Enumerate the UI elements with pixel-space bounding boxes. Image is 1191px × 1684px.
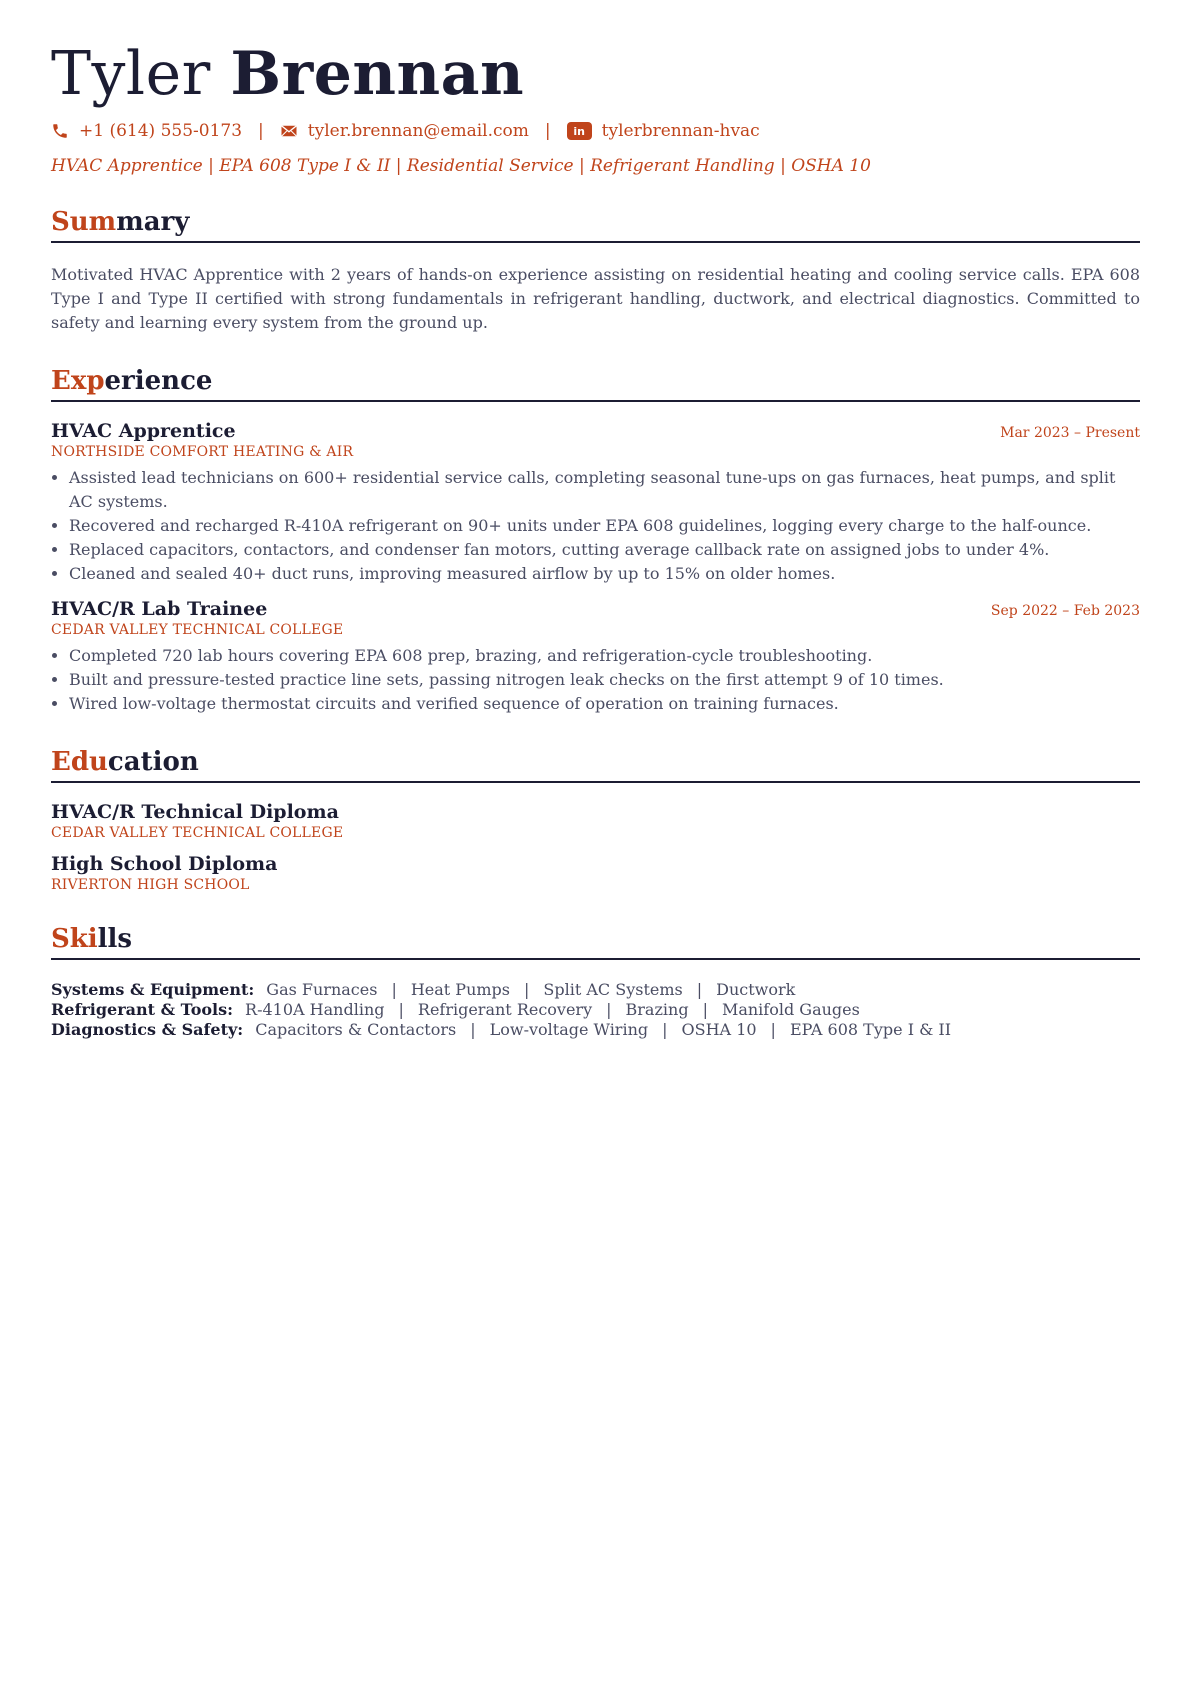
skill-separator: | [702,1000,708,1019]
bullet-item: • Built and pressure-tested practice line sets, passing nitrogen leak checks on the first attempt 9 of 10 times. [69,668,1140,692]
skill-separator: | [391,980,397,999]
headline-tagline: HVAC Apprentice | EPA 608 Type I & II | Residential Service | Refrigerant Handling | OSHA 10 [51,156,871,176]
heading-accent: Sum [51,207,117,237]
envelope-icon [280,122,298,140]
skill-separator: | [770,1020,776,1039]
skill-item: Heat Pumps [410,980,510,999]
degree: High School Diploma [51,853,278,875]
heading-accent: Ski [51,924,98,954]
skill-item: Brazing [625,1000,689,1019]
section-heading-experience [51,365,1140,402]
contact-email[interactable] [280,121,529,141]
job-dates: Sep 2022 – Feb 2023 [990,603,1140,619]
contact-phone[interactable] [51,121,242,141]
contact-linkedin[interactable] [567,121,760,141]
job-bullets [51,466,1140,586]
skill-row [51,1020,1140,1040]
employer: CEDAR VALLEY TECHNICAL COLLEGE [51,622,344,638]
job-title: HVAC Apprentice [51,420,236,442]
job-entry [51,598,1140,716]
experience-section [51,365,1140,716]
contact-separator: | [258,121,264,141]
bullet-item: • Replaced capacitors, contactors, and condenser fan motors, cutting average callback rate on assigned jobs to under 4%. [69,538,1140,562]
skill-row [51,980,1140,1000]
skill-item: Refrigerant Recovery [417,1000,593,1019]
heading-accent: Edu [51,747,108,777]
contact-separator: | [544,121,551,141]
skill-separator: | [606,1000,612,1019]
school: CEDAR VALLEY TECHNICAL COLLEGE [51,825,344,841]
bullet-item: • Wired low-voltage thermostat circuits and verified sequence of operation on training furnaces. [69,692,1140,716]
job-bullets [51,644,1140,716]
heading-rest: mary [116,207,190,237]
skills-list [51,980,1140,1040]
heading-rest: lls [97,924,133,954]
section-heading-education [51,746,1140,783]
skill-separator: | [696,980,703,999]
candidate-name [51,38,1140,110]
summary-text: Motivated HVAC Apprentice with 2 years of hands-on experience assisting on residential heating and cooling service calls. EPA 608 Type I and Type II certified with strong fundamentals in refrigerant handling, ductwork, and electrical diagnostics. Committed to safety and learning every system from the ground up. [51,265,1140,332]
phone-number: +1 (614) 555-0173 [79,121,243,141]
section-heading-summary [51,206,1140,243]
linkedin-handle: tylerbrennan-hvac [601,121,760,141]
skill-item: R-410A Handling [245,1000,385,1019]
linkedin-icon: in [567,122,592,140]
skill-separator: | [524,980,530,999]
job-entry [51,420,1140,586]
skills-section [51,923,1140,1040]
skill-category: Refrigerant & Tools: [51,1000,234,1019]
skill-category: Diagnostics & Safety: [51,1020,244,1039]
email-address: tyler.brennan@email.com [307,121,529,141]
education-entry [51,853,1140,893]
phone-icon [51,122,69,140]
heading-accent: Exp [51,366,105,396]
section-heading-skills [51,923,1140,960]
skill-item: Split AC Systems [543,980,683,999]
bullet-item: • Completed 720 lab hours covering EPA 608 prep, brazing, and refrigeration-cycle troubleshooting. [69,644,1140,668]
skill-item: Low-voltage Wiring [489,1020,649,1039]
skill-separator: | [662,1020,668,1039]
heading-rest: erience [104,366,213,396]
last-name: Brennan [230,39,525,109]
skill-item: OSHA 10 [681,1020,757,1039]
school: RIVERTON HIGH SCHOOL [51,877,250,893]
bullet-item: • Cleaned and sealed 40+ duct runs, improving measured airflow by up to 15% on older homes. [69,562,1140,586]
degree: HVAC/R Technical Diploma [51,801,339,823]
bullet-item: • Recovered and recharged R-410A refrigerant on 90+ units under EPA 608 guidelines, logging every charge to the half-ounce. [69,514,1140,538]
employer: NORTHSIDE COMFORT HEATING & AIR [51,444,354,460]
skill-item: Capacitors & Contactors [255,1020,457,1039]
skill-category: Systems & Equipment: [51,980,255,999]
contact-bar [51,118,1140,144]
bullet-item: • Assisted lead technicians on 600+ residential service calls, completing seasonal tune-ups on gas furnaces, heat pumps, and split AC systems. [69,466,1140,514]
education-entry [51,801,1140,841]
job-title: HVAC/R Lab Trainee [51,598,268,620]
skill-item: Gas Furnaces [266,980,378,999]
skill-item: Ductwork [716,980,796,999]
skill-item: EPA 608 Type I & II [789,1020,952,1039]
skill-item: Manifold Gauges [721,1000,860,1019]
skill-separator: | [470,1020,476,1039]
first-name: Tyler [51,39,211,109]
skill-separator: | [398,1000,404,1019]
job-dates: Mar 2023 – Present [1000,425,1140,441]
education-section [51,746,1140,893]
summary-section [51,206,1140,335]
skill-row [51,1000,1140,1020]
heading-rest: cation [107,747,199,777]
